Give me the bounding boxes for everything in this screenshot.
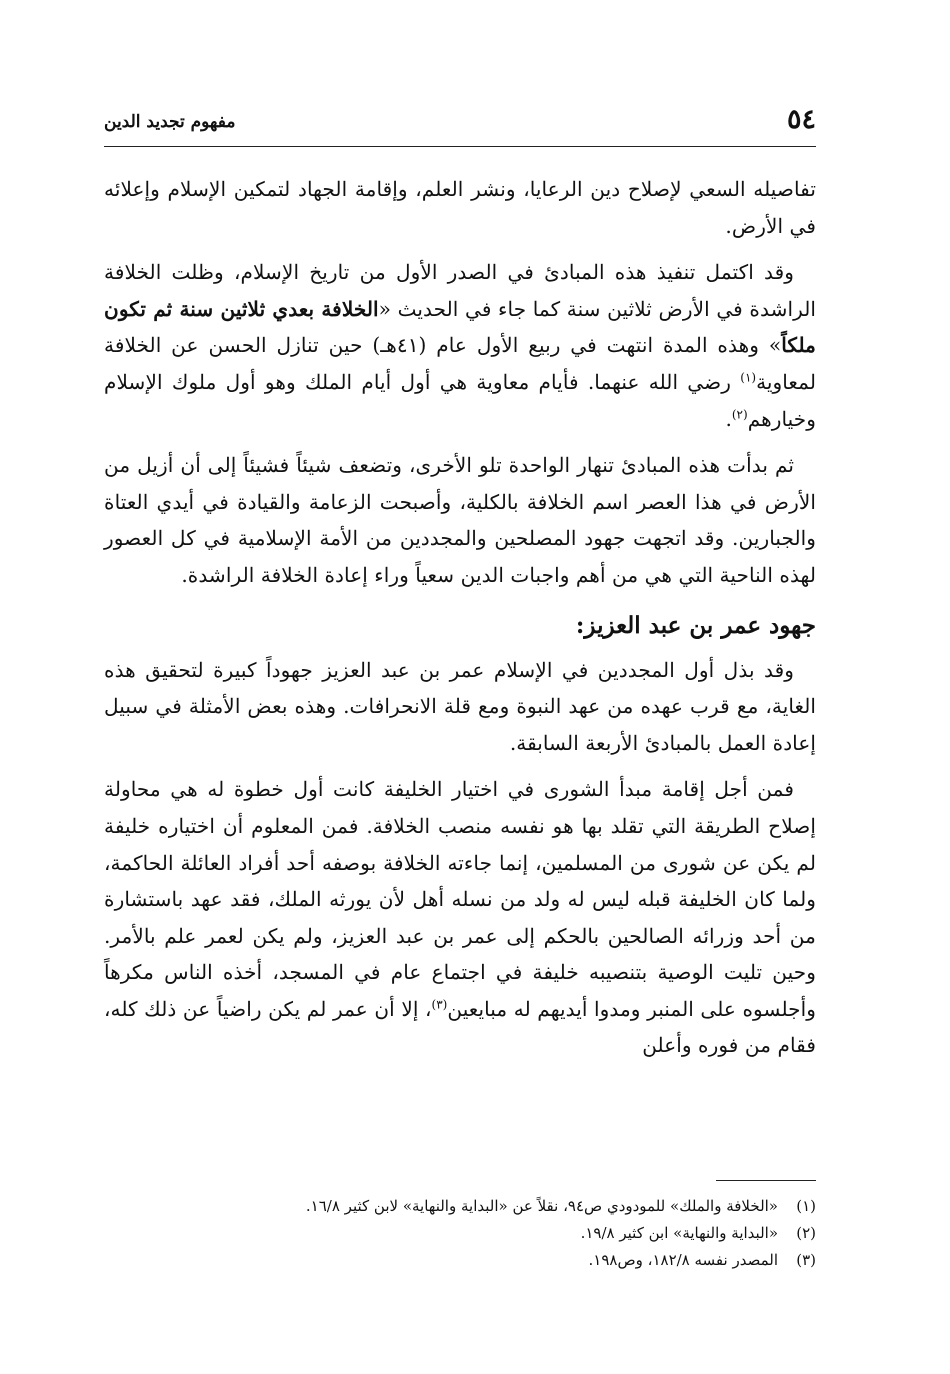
paragraph-5-text-a: فمن أجل إقامة مبدأ الشورى في اختيار الخليفة كانت أول خطوة له هي محاولة إصلاح الطريقة التي تقلد بها هو نفسه منصب الخلافة. فمن المعلوم أن اختياره خليفة لم يكن عن شورى من المسلمين، إنما جاءته الخلافة بوصفه أحد أفراد العائلة الحاكمة، ولما كان الخليفة قبله ليس له ولد من نسله أهل لأن يورثه الملك، فقد عهد باستشارة من أحد وزرائه الصالحين بالحكم إلى عمر بن عبد العزيز، ولم يكن لعمر علم بالأمر. وحين تليت الوصية بتنصيبه خليفة في اجتماع عام في المسجد، أخذه الناس مكرهاً وأجلسوه على المنبر ومدوا أيديهم له مبايعين: [104, 777, 817, 1021]
paragraph-4: وقد بذل أول المجددين في الإسلام عمر بن عبد العزيز جهوداً كبيرة لتحقيق هذه الغاية، مع قرب عهده من عهد النبوة ومع قلة الانحرافات. وهذه بعض الأمثلة في سبيل إعادة العمل بالمبادئ الأربعة السابقة.: [104, 657, 816, 755]
footnote-ref-1[interactable]: (١): [740, 370, 757, 385]
paragraph-2-text-b: » وهذه المدة انتهت في ربيع الأول عام (٤١هـ) حين تنازل الحسن عن الخلافة لمعاوية: [104, 333, 816, 394]
footnote-2: [104, 1220, 816, 1247]
running-title: مفهوم تجديد الدين: [104, 112, 236, 132]
paragraph-3: ثم بدأت هذه المبادئ تنهار الواحدة تلو الأخرى، وتضعف شيئاً فشيئاً إلى أن أزيل من الأرض في هذا العصر اسم الخلافة بالكلية، وأصبحت الزعامة والقيادة في أيدي العتاة والجبارين. وقد اتجهت جهود المصلحين والمجددين من الأمة الإسلامية في كل العصور لهذه الناحية التي هي من أهم واجبات الدين سعياً وراء إعادة الخلافة الراشدة.: [104, 453, 816, 587]
paragraph-2: [104, 254, 816, 437]
body-text: [104, 171, 816, 1064]
header-rule: [104, 146, 816, 147]
running-header: [104, 100, 816, 140]
paragraph-5: [104, 771, 816, 1064]
footnote-number: (٣): [796, 1251, 816, 1269]
paragraph-5-text-b: ، إلا أن عمر لم يكن راضياً عن ذلك كله، فقام من فوره وأعلن: [104, 996, 816, 1058]
paragraph-2-text-a: وقد اكتمل تنفيذ هذه المبادئ في الصدر الأول من تاريخ الإسلام، وظلت الخلافة الراشدة في الأرض ثلاثين سنة كما جاء في الحديث «: [104, 260, 816, 321]
footnote-text: المصدر نفسه ١٨٢/٨، وص١٩٨.: [588, 1251, 778, 1269]
section-heading: جهود عمر بن عبد العزيز:: [575, 611, 816, 639]
page-number: ٥٤: [786, 104, 816, 135]
footnote-1: [104, 1193, 816, 1220]
footnote-ref-2[interactable]: (٢): [731, 406, 748, 421]
footnote-divider: [716, 1180, 816, 1181]
footnote-text: «البداية والنهاية» ابن كثير ١٩/٨.: [580, 1224, 778, 1242]
footnotes: [104, 1180, 816, 1274]
footnote-number: (٢): [796, 1224, 816, 1242]
hadith-quote: الخلافة بعدي ثلاثين سنة ثم تكون ملكاً: [104, 296, 816, 358]
book-page: [104, 100, 816, 1074]
paragraph-1: تفاصيله السعي لإصلاح دين الرعايا، ونشر العلم، وإقامة الجهاد لتمكين الإسلام وإعلائه في الأرض.: [104, 177, 816, 238]
footnote-text: «الخلافة والملك» للمودودي ص٩٤، نقلاً عن «البداية والنهاية» لابن كثير ١٦/٨.: [305, 1197, 778, 1215]
footnote-3: [104, 1247, 816, 1274]
footnote-number: (١): [796, 1197, 816, 1215]
paragraph-2-text-d: .: [725, 406, 732, 431]
footnote-ref-3[interactable]: (٣): [431, 997, 448, 1012]
paragraph-2-text-c: رضي الله عنهما. فأيام معاوية هي أول أيام الملك وهو أول ملوك الإسلام وخيارهم: [104, 369, 816, 431]
